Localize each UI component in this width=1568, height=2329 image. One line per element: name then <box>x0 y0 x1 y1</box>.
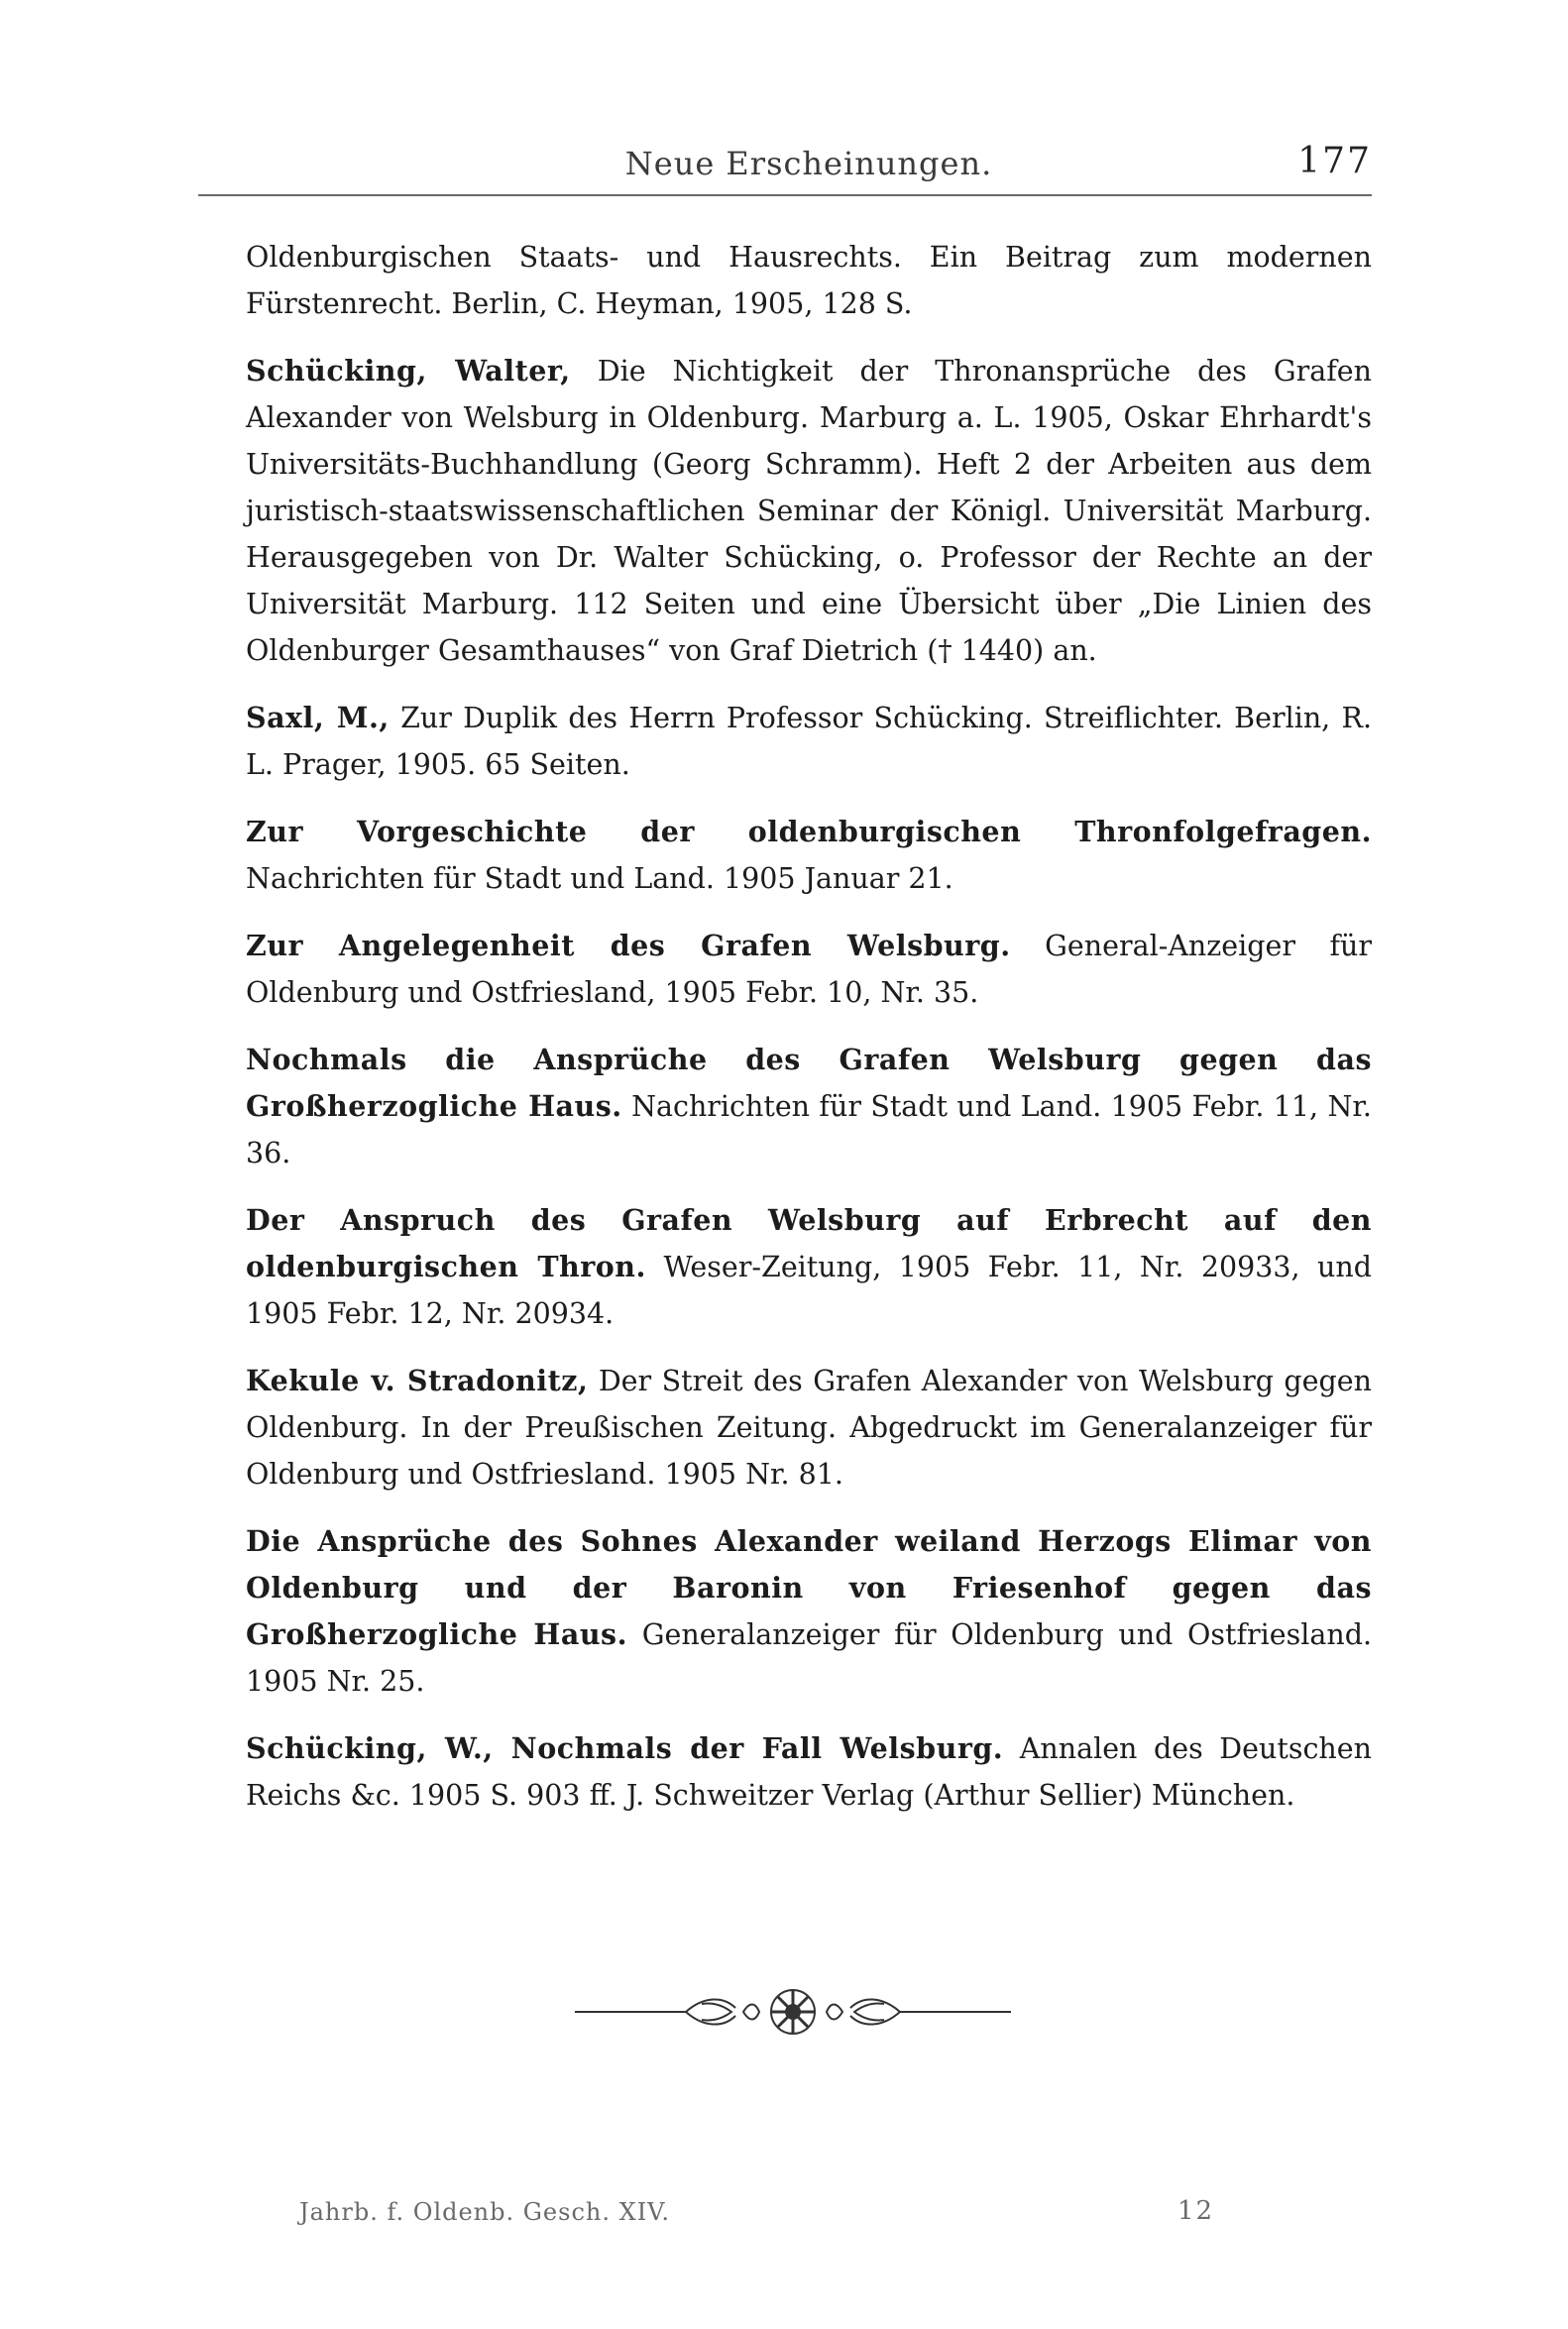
entry-text: Oldenburgischen Staats- und Hausrechts. Ein Beitrag zum modernen Fürstenrecht. Berlin, C. Heyman, 1905, 128 S. <box>246 241 1372 320</box>
ornament-left-flourish <box>686 1999 759 2024</box>
header-rule <box>198 194 1372 196</box>
footer-signature: Jahrb. f. Oldenb. Gesch. XIV. <box>299 2198 670 2226</box>
entry-author: Schücking, Walter, <box>246 354 571 388</box>
entry-text: Die Nichtigkeit der Thronansprüche des Grafen Alexander von Welsburg in Oldenburg. Marburg a. L. 1905, Oskar Ehrhardt's Universitäts-Buchhandlung (Georg Schramm). Heft 2 der Arbeiten aus dem juristisch-staatswissenschaftlichen Seminar der Königl. Universität Marburg. Herausgegeben von Dr. Walter Schücking, o. Professor der Rechte an der Universität Marburg. 112 Seiten und eine Übersicht über „Die Linien des Oldenburger Gesamthauses“ von Graf Dietrich († 1440) an. <box>246 355 1373 667</box>
entry-text: General-Anzeiger für Oldenburg und Ostfriesland, 1905 Febr. 10, Nr. 35. <box>246 930 1373 1009</box>
ornament-rosette <box>771 1990 815 2034</box>
entry-paragraph <box>246 1358 1372 1497</box>
entry-title: Der Anspruch des Grafen Welsburg auf Erbrecht auf den oldenburgischen Thron. <box>246 1203 1372 1283</box>
entry-text: Weser-Zeitung, 1905 Febr. 11, Nr. 20933, und 1905 Febr. 12, Nr. 20934. <box>246 1251 1373 1330</box>
entry-author: Saxl, M., <box>246 701 390 734</box>
entry-text: Generalanzeiger für Oldenburg und Ostfriesland. 1905 Nr. 25. <box>246 1618 1373 1698</box>
footer-sheet-number: 12 <box>1177 2196 1215 2226</box>
entry-paragraph <box>246 695 1372 788</box>
entry-paragraph <box>246 1037 1372 1176</box>
bibliography-entry <box>246 809 1372 902</box>
bibliography-entry <box>246 923 1372 1016</box>
bibliography-entry <box>246 1518 1372 1705</box>
entry-paragraph <box>246 809 1372 902</box>
entry-text: Nachrichten für Stadt und Land. 1905 Januar 21. <box>246 862 953 895</box>
page-header <box>246 139 1372 198</box>
entry-paragraph <box>246 348 1372 674</box>
entry-paragraph <box>246 1518 1372 1705</box>
entry-text: Nachrichten für Stadt und Land. 1905 Febr. 11, Nr. 36. <box>246 1090 1372 1169</box>
ornament-right-flourish <box>827 1999 900 2024</box>
decorative-ornament <box>575 1982 1011 2042</box>
running-title: Neue Erscheinungen. <box>624 145 993 182</box>
bibliography-entry <box>246 1037 1372 1176</box>
bibliography-entry <box>246 1197 1372 1337</box>
entry-text: Annalen des Deutschen Reichs &c. 1905 S. 903 ff. J. Schweitzer Verlag (Arthur Sellier) München. <box>246 1732 1372 1812</box>
entry-paragraph <box>246 1725 1372 1819</box>
entry-paragraph <box>246 923 1372 1016</box>
bibliography-entry <box>246 1358 1372 1497</box>
entry-paragraph <box>246 1197 1372 1337</box>
entry-title: Zur Angelegenheit des Grafen Welsburg. <box>246 929 1011 962</box>
entry-text: Der Streit des Grafen Alexander von Welsburg gegen Oldenburg. In der Preußischen Zeitung. Abgedruckt im Generalanzeiger für Oldenburg und Ostfriesland. 1905 Nr. 81. <box>246 1365 1373 1491</box>
bibliography-entry <box>246 348 1372 674</box>
entry-title: Nochmals die Ansprüche des Grafen Welsburg gegen das Großherzogliche Haus. <box>246 1043 1372 1123</box>
entry-text: Zur Duplik des Herrn Professor Schücking. Streiflichter. Berlin, R. L. Prager, 1905. 65 Seiten. <box>246 702 1373 781</box>
bibliography-list <box>246 234 1372 1839</box>
entry-author: Kekule v. Stradonitz, <box>246 1364 589 1397</box>
bibliography-entry <box>246 695 1372 788</box>
bibliography-entry <box>246 1725 1372 1819</box>
entry-author: Schücking, W., Nochmals der Fall Welsburg. <box>246 1731 1004 1765</box>
entry-title: Zur Vorgeschichte der oldenburgischen Thronfolgefragen. <box>246 815 1372 848</box>
bibliography-entry <box>246 234 1372 327</box>
page-number: 177 <box>1297 141 1372 181</box>
entry-title: Die Ansprüche des Sohnes Alexander weiland Herzogs Elimar von Oldenburg und der Baronin von Friesenhof gegen das Großherzogliche Haus. <box>246 1524 1372 1651</box>
